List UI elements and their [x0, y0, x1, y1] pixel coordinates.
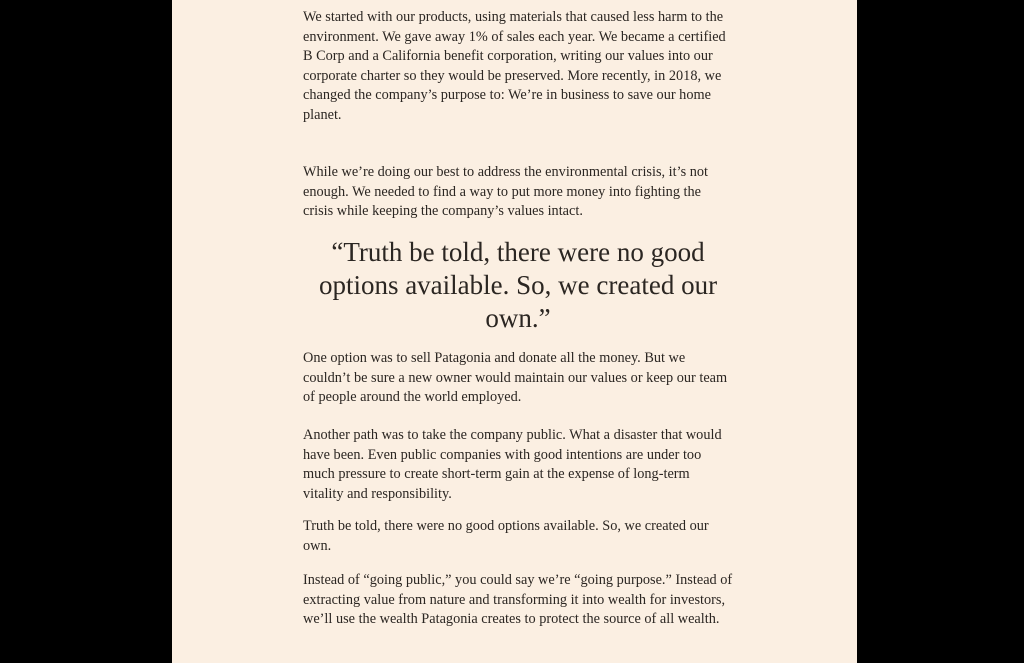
article-paragraph: One option was to sell Patagonia and donate all the money. But we couldn’t be sure a new owner would maintain our values or keep our team of people around the world employed. — [303, 350, 728, 406]
article-paragraph: Another path was to take the company public. What a disaster that would have been. Even public companies with good intentions are under too much pressure to create short-term gain at the expense of long-term vitality and responsibility. — [303, 427, 722, 502]
article-paragraph: Instead of “going public,” you could say we’re “going purpose.” Instead of extracting value from nature and transforming it into wealth for investors, we’ll use the wealth Patagonia creates to protect the source of all wealth. — [303, 572, 733, 628]
article-paragraph: Truth be told, there were no good options available. So, we created our own. — [303, 518, 709, 554]
article-paragraph: While we’re doing our best to address the environmental crisis, it’s not enough. We needed to find a way to put more money into fighting the crisis while keeping the company’s values intact. — [303, 164, 708, 220]
article-page — [172, 0, 857, 663]
pull-quote: “Truth be told, there were no good options available. So, we created our own.” — [318, 237, 718, 333]
article-paragraph: We started with our products, using materials that caused less harm to the environment. We gave away 1% of sales each year. We became a certified B Corp and a California benefit corporation, writing our values into our corporate charter so they would be preserved. More recently, in 2018, we changed the company’s purpose to: We’re in business to save our home planet. — [303, 9, 726, 123]
